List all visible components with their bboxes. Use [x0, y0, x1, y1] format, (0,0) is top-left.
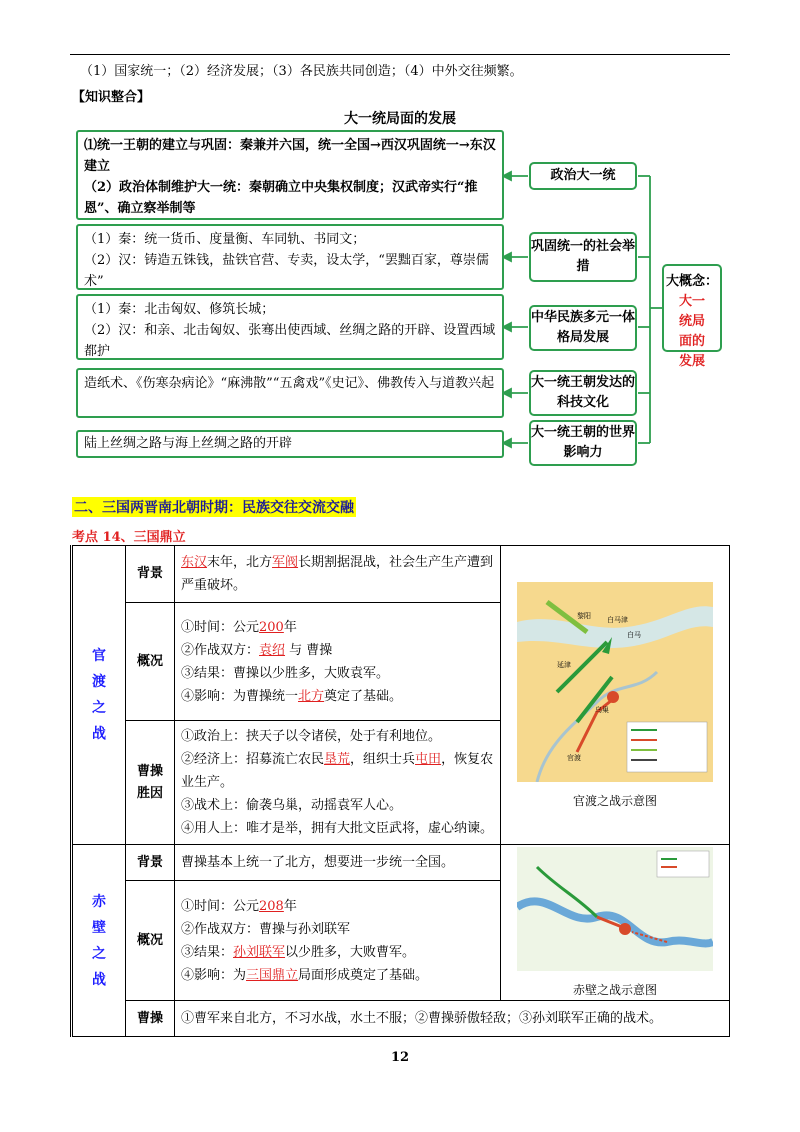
- big-concept-label: 大概念：: [665, 274, 718, 289]
- guandu-win2-u1: 垦荒: [324, 752, 351, 767]
- guandu-time-u: 200: [259, 619, 284, 635]
- map-label-wuchao: 乌巢: [595, 705, 609, 714]
- chibi-impact-post: 局面形成奠定了基础。: [298, 967, 429, 983]
- left-box-1-line-1: ⑴统一王朝的建立与巩固：秦兼并六国，统一全国→西汉巩固统一→东汉建立: [84, 138, 496, 174]
- guandu-gk-head: 概况: [126, 603, 175, 721]
- guandu-side-u: 袁绍: [259, 642, 286, 658]
- guandu-caption: 官渡之战示意图: [572, 793, 657, 808]
- guandu-win2-post: ，恢复农业生产。: [181, 752, 494, 790]
- guandu-win: [175, 721, 501, 845]
- chibi-result-post: 以少胜多，大败曹军。: [285, 944, 416, 960]
- mid-box-1: 政治大一统: [529, 162, 637, 190]
- big-concept-text: 大一统局面的发展: [678, 294, 705, 369]
- chibi-name: 赤壁之战: [92, 893, 106, 988]
- guandu-impact-u: 北方: [298, 688, 325, 704]
- chibi-result-u: 孙刘联军: [233, 944, 286, 960]
- section-2-title: 二、三国两晋南北朝时期：民族交往交流交融: [72, 497, 356, 517]
- guandu-win2-mid: ，组织士兵: [350, 752, 416, 767]
- guandu-win-head: [126, 721, 175, 845]
- left-box-4-line-1: 造纸术、《伤寒杂病论》“麻沸散”“五禽戏”《史记》、佛教传入与道教兴起: [84, 376, 495, 391]
- guandu-impact-post: 奠定了基础。: [324, 688, 403, 704]
- map-label-baima: 白马: [627, 630, 641, 639]
- guandu-impact-pre: ④影响：为曹操统一: [181, 688, 299, 704]
- intro-line: （1）国家统一；（2）经济发展；（3）各民族共同创造；（4）中外交往频繁。: [80, 64, 523, 79]
- guandu-win2-pre: ②经济上：招募流亡农民: [181, 752, 325, 767]
- left-box-3: [76, 294, 504, 360]
- guandu-bg-u1: 东汉: [181, 555, 208, 570]
- guandu-time-pre: ①时间：公元: [181, 619, 260, 635]
- guandu-side-pre: ②作战双方：: [181, 642, 260, 658]
- guandu-win-head-text: 曹操胜因: [136, 763, 163, 801]
- chibi-time: [181, 895, 494, 918]
- chibi-impact-pre: ④影响：为: [181, 967, 247, 983]
- map-label-yanjin: 延津: [557, 660, 571, 669]
- left-box-5: [76, 430, 504, 458]
- section-label: 【知识整合】: [72, 90, 151, 105]
- guandu-time-post: 年: [283, 619, 297, 635]
- diagram-title: 大一统局面的发展: [344, 111, 456, 127]
- chibi-result: [181, 941, 494, 964]
- left-box-3-line-1: （1）秦：北击匈奴、修筑长城；: [84, 302, 275, 317]
- chibi-gk-head: 概况: [126, 881, 175, 1001]
- guandu-time: [181, 616, 494, 639]
- guandu-map: [517, 582, 713, 782]
- chibi-time-pre: ①时间：公元: [181, 898, 260, 914]
- left-box-5-line-1: 陆上丝绸之路与海上丝绸之路的开辟: [84, 436, 293, 451]
- guandu-win-3: ③战术上：偷袭乌巢，动摇袁军人心。: [181, 798, 403, 813]
- big-concept-box: [662, 264, 722, 369]
- guandu-name: 官渡之战: [92, 648, 106, 742]
- guandu-bg: [175, 546, 501, 603]
- chibi-impact-u: 三国鼎立: [246, 967, 299, 983]
- chibi-side: ②作战双方：曹操与孙刘联军: [181, 921, 351, 937]
- chibi-gk: [175, 881, 501, 1001]
- left-box-1: [76, 130, 504, 220]
- chibi-impact: [181, 964, 494, 987]
- chibi-result-pre: ③结果：: [181, 944, 234, 960]
- left-box-2-line-1: （1）秦：统一货币、度量衡、车同轨、书同文；: [84, 232, 366, 247]
- guandu-label: [72, 546, 126, 845]
- left-box-2-line-2: （2）汉：铸造五铢钱，盐铁官营、专卖，设太学，“罢黜百家，尊崇儒术”: [84, 253, 489, 289]
- left-box-3-line-2: （2）汉：和亲、北击匈奴、张骞出使西域、丝绸之路的开辟、设置西域都护: [84, 323, 496, 359]
- chibi-time-post: 年: [283, 898, 297, 914]
- guandu-win-1: ①政治上：挟天子以令诸侯，处于有利地位。: [181, 729, 442, 744]
- guandu-map-cell: [501, 546, 730, 845]
- guandu-side: [181, 639, 494, 662]
- chibi-label: [72, 845, 126, 1037]
- chibi-lose-head: 曹操: [126, 1001, 175, 1037]
- mid-box-4: 大一统王朝发达的科技文化: [529, 370, 637, 416]
- left-box-1-line-2: （2）政治体制维护大一统：秦朝确立中央集权制度；汉武帝实行“推恩”、确立察举制等: [84, 180, 478, 216]
- page-number: 12: [390, 1050, 410, 1065]
- left-box-4: [76, 368, 504, 418]
- guandu-win-4: ④用人上：唯才是举，拥有大批文臣武将，虚心纳谏。: [181, 821, 494, 836]
- chibi-bg-head: 背景: [126, 845, 175, 881]
- chibi-lose: ①曹军来自北方，不习水战，水土不服；②曹操骄傲轻敌；③孙刘联军正确的战术。: [175, 1001, 730, 1037]
- map-label-liyang: 黎阳: [577, 611, 591, 620]
- guandu-bg-post: 长期割据混战，社会生产生产遭到严重破坏。: [181, 555, 494, 593]
- guandu-bg-mid: 末年，北方: [207, 555, 273, 570]
- guandu-win2-u2: 屯田: [415, 752, 442, 767]
- chibi-caption: 赤壁之战示意图: [572, 983, 657, 997]
- guandu-bg-u2: 军阀: [272, 555, 299, 570]
- guandu-side-post: 与 曹操: [285, 642, 333, 658]
- left-box-2: [76, 224, 504, 290]
- chibi-map: [517, 847, 713, 971]
- mid-box-5: 大一统王朝的世界影响力: [529, 420, 637, 466]
- mid-box-2: 巩固统一的社会举措: [529, 232, 637, 282]
- map-label-baimajin: 白马津: [607, 615, 628, 624]
- map-label-guandu: 官渡: [567, 753, 581, 762]
- three-kingdoms-table: [70, 545, 730, 1037]
- mid-box-3: 中华民族多元一体格局发展: [529, 305, 637, 351]
- guandu-bg-head: 背景: [126, 546, 175, 603]
- chibi-bg: 曹操基本上统一了北方，想要进一步统一全国。: [175, 845, 501, 881]
- guandu-result: ③结果：曹操以少胜多，大败袁军。: [181, 665, 390, 681]
- chibi-time-u: 208: [259, 898, 284, 914]
- guandu-win-2: [181, 748, 494, 794]
- chibi-map-cell: [501, 845, 730, 1001]
- kaodian-title: 考点 14、三国鼎立: [72, 530, 186, 545]
- guandu-impact: [181, 685, 494, 708]
- guandu-gk: [175, 603, 501, 721]
